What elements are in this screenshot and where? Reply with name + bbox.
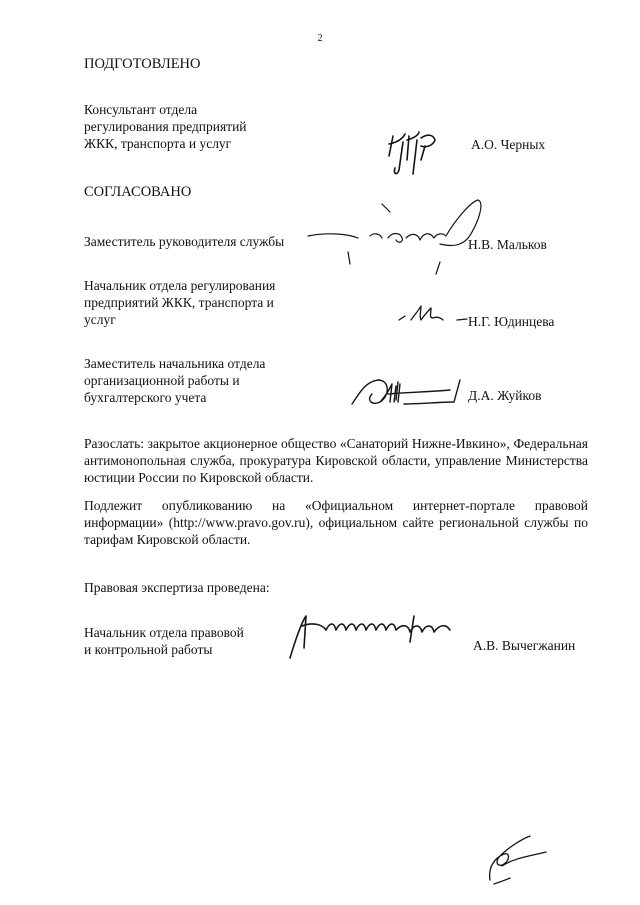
signer-name: Н.Г. Юдинцева [468,314,555,329]
agreed-heading: СОГЛАСОВАНО [84,184,192,200]
signer-position [84,277,275,328]
signer-name: Н.В. Мальков [468,237,547,252]
legal-review-statement: Правовая экспертиза проведена: [84,580,270,595]
initials-mark [480,828,560,890]
prepared-heading: ПОДГОТОВЛЕНО [84,56,201,72]
signer-position [84,233,284,250]
signature-yudintseva [395,300,470,330]
signer-name: Д.А. Жуйков [468,388,542,403]
position-line: Консультант отдела [84,102,198,117]
position-line: услуг [84,312,116,327]
distribution-list: Разослать: закрытое акционерное общество «Санаторий Нижне-Ивкино», Федеральная антимонопольная служба, прокуратура Кировской области, управление Министерства юстиции России по Кировской области. [84,436,588,485]
signature-zhuikov [350,368,465,418]
signer-position [84,355,265,406]
page-number: 2 [317,33,323,44]
signature-malkov [308,192,493,282]
position-line: предприятий ЖКК, транспорта и [84,295,274,310]
position-line: ЖКК, транспорта и услуг [84,136,232,151]
position-line: бухгалтерского учета [84,390,207,405]
position-line: Начальник отдела правовой [84,625,244,640]
prepared-name: А.О. Черных [471,137,546,152]
legal-review-name: А.В. Вычегжанин [473,638,576,653]
publication-note: Подлежит опубликованию на «Официальном интернет-портале правовой информации» (http://www.pravo.gov.ru), официальном сайте региональной службы по тарифам Кировской области. [84,498,588,547]
position-line: Начальник отдела регулирования [84,278,276,293]
legal-review-position [84,624,244,658]
signature-chernykh [385,130,445,180]
prepared-position [84,101,247,152]
position-line: регулирования предприятий [84,119,247,134]
signature-vychegzhanin [282,608,467,666]
position-line: организационной работы и [84,373,240,388]
position-line: Заместитель начальника отдела [84,356,266,371]
position-line: и контрольной работы [84,642,213,657]
position-line: Заместитель руководителя службы [84,234,285,249]
